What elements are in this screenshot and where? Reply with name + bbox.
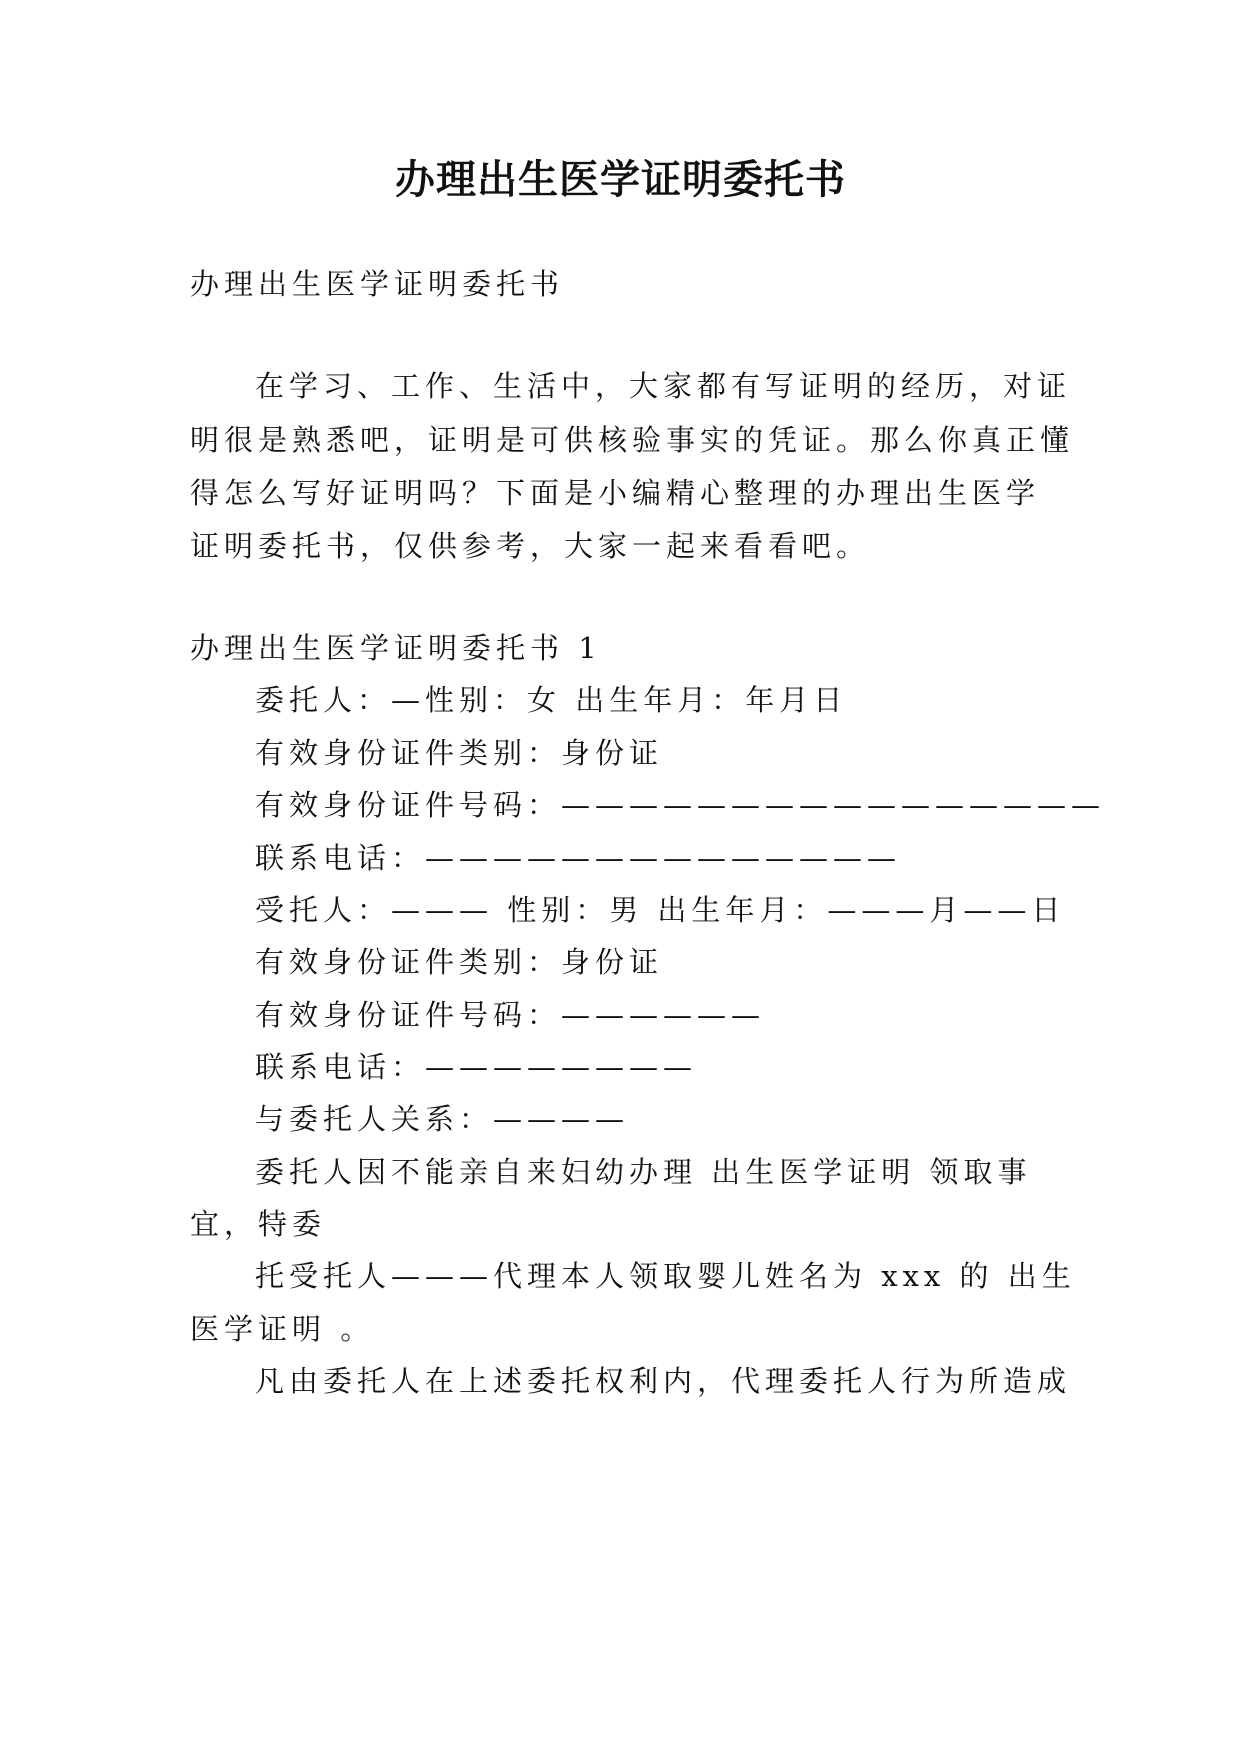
intro-line-2: 明很是熟悉吧，证明是可供核验事实的凭证。那么你真正懂 bbox=[190, 423, 1075, 457]
section-heading: 办理出生医学证明委托书 1 bbox=[190, 631, 602, 665]
intro-line-1: 在学习、工作、生活中，大家都有写证明的经历，对证 bbox=[255, 369, 1072, 403]
document-subtitle: 办理出生医学证明委托书 bbox=[190, 267, 565, 301]
body-line-3: 托受托人———代理本人领取婴儿姓名为 xxx 的 出生 bbox=[255, 1259, 1076, 1293]
field-agent-id-type: 有效身份证件类别：身份证 bbox=[255, 945, 664, 979]
body-line-1: 委托人因不能亲自来妇幼办理 出生医学证明 领取事 bbox=[255, 1155, 1032, 1189]
body-line-4: 医学证明 。 bbox=[190, 1312, 375, 1346]
field-principal-id-number: 有效身份证件号码：———————————————— bbox=[255, 788, 1106, 822]
field-relationship: 与委托人关系：———— bbox=[255, 1102, 630, 1136]
body-line-5: 凡由委托人在上述委托权利内，代理委托人行为所造成 bbox=[255, 1364, 1072, 1398]
body-line-2: 宜，特委 bbox=[190, 1207, 327, 1241]
field-agent: 受托人：——— 性别：男 出生年月：———月——日 bbox=[255, 893, 1066, 927]
intro-line-4: 证明委托书，仅供参考，大家一起来看看吧。 bbox=[190, 529, 871, 563]
field-principal-phone: 联系电话：—————————————— bbox=[255, 841, 902, 875]
document-title: 办理出生医学证明委托书 bbox=[395, 157, 846, 203]
field-agent-phone: 联系电话：———————— bbox=[255, 1050, 698, 1084]
field-principal: 委托人：—性别：女 出生年月：年月日 bbox=[255, 683, 848, 717]
field-agent-id-number: 有效身份证件号码：—————— bbox=[255, 998, 766, 1032]
field-principal-id-type: 有效身份证件类别：身份证 bbox=[255, 736, 664, 770]
intro-line-3: 得怎么写好证明吗？下面是小编精心整理的办理出生医学 bbox=[190, 476, 1041, 510]
